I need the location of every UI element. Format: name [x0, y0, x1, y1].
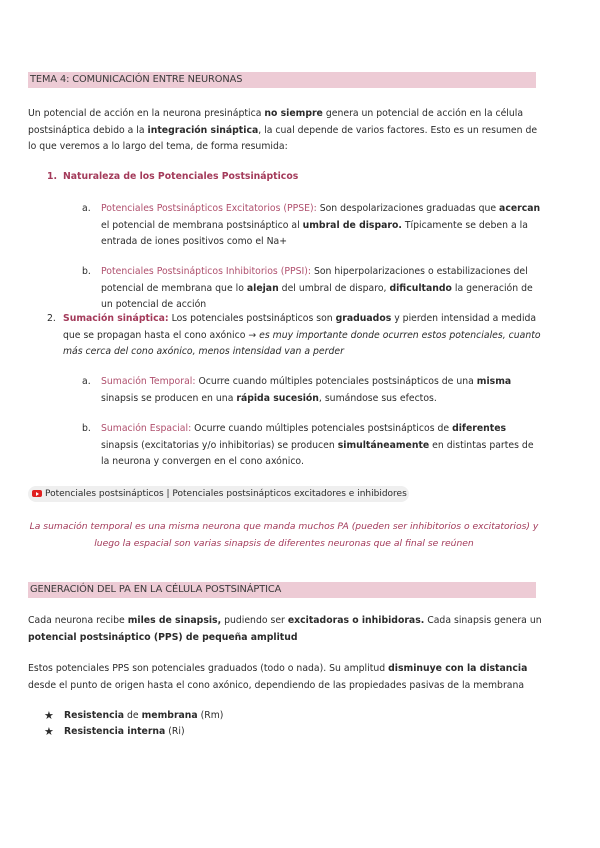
text: Cada neurona recibe — [28, 615, 128, 626]
ppse-paragraph — [101, 201, 541, 251]
bold-text: graduados — [335, 313, 392, 324]
list-marker-a: a. — [82, 203, 91, 214]
video-link-title: Potenciales postsinápticos | Potenciales postsinápticos excitadores e inhibidores — [45, 489, 407, 499]
text: y pierden intensidad a medida que se propagan hasta el cono axónico → — [63, 313, 537, 341]
text: genera un potencial de acción en la célula postsináptica debido a la — [28, 108, 524, 136]
text: la generación de un potencial de acción — [101, 282, 533, 310]
list-number-2: 2. — [47, 313, 56, 324]
bold-text: alejan — [246, 282, 279, 294]
bold-text: membrana — [141, 710, 198, 721]
bullet-resistencia-membrana — [64, 708, 223, 725]
text: Los potenciales postsinápticos son — [168, 313, 336, 324]
video-link-chip[interactable] — [28, 486, 409, 502]
ppsi-paragraph — [101, 264, 541, 314]
term-sumacion-temporal: Sumación Temporal: — [101, 376, 196, 387]
bold-text: integración sináptica — [147, 124, 259, 136]
bold-text: miles de sinapsis, — [127, 615, 222, 626]
text: Ocurre cuando múltiples potenciales postsinápticos de — [191, 423, 453, 434]
bold-text: dificultando — [389, 282, 452, 294]
bold-text: disminuye con la distancia — [388, 663, 528, 674]
list-marker-b: b. — [82, 266, 91, 277]
sumacion-temporal-paragraph — [101, 374, 541, 407]
bold-text: rápida sucesión — [236, 392, 319, 404]
bullet-resistencia-interna — [64, 724, 185, 741]
list-marker-b: b. — [82, 423, 91, 434]
term-ppse: Potenciales Postsinápticos Excitatorios (PPSE): — [101, 203, 317, 214]
term-sumacion: Sumación sináptica: — [63, 313, 169, 324]
bold-text: excitadoras o inhibidoras. — [287, 615, 425, 626]
text: el potencial de membrana postsináptico al — [101, 219, 303, 231]
text: sinapsis (excitatorias y/o inhibitorias) se producen — [101, 439, 338, 451]
term-ppsi: Potenciales Postsinápticos Inhibitorios (PPSI): — [101, 266, 311, 277]
text: , la cual depende de varios factores. Esto es un resumen de lo que veremos a lo largo del tema, de forma resumida: — [28, 124, 538, 152]
text: Un potencial de acción en la neurona presináptica — [28, 108, 265, 119]
bold-text: Resistencia interna — [64, 726, 166, 737]
text: Típicamente se deben a la entrada de iones positivos como el Na+ — [101, 219, 528, 247]
youtube-icon — [32, 490, 42, 497]
section-header-generacion-pa: GENERACIÓN DEL PA EN LA CÉLULA POSTSINÁPTICA — [28, 582, 536, 598]
bold-text: Resistencia — [64, 710, 125, 721]
text: sinapsis se producen en una — [101, 392, 237, 404]
text: Cada sinapsis genera un — [424, 615, 542, 626]
sumacion-paragraph — [63, 311, 541, 361]
bold-text: misma — [476, 376, 512, 387]
item1-title: Naturaleza de los Potenciales Postsinápticos — [63, 171, 299, 182]
text: desde el punto de origen hasta el cono axónico, dependiendo de las propiedades pasivas de la membrana — [28, 679, 525, 691]
star-icon: ★ — [44, 725, 54, 738]
text: Ocurre cuando múltiples potenciales postsinápticos de una — [195, 376, 477, 387]
text: de — [124, 710, 142, 721]
text: en distintas partes de la neurona y convergen en el cono axónico. — [101, 439, 534, 467]
italic-text: es muy importante donde ocurren estos potenciales, cuanto más cerca del cono axónico, menos intensidad van a perder — [63, 329, 541, 357]
text: , sumándose sus efectos. — [318, 392, 437, 404]
text: Estos potenciales PPS son potenciales graduados (todo o nada). Su amplitud — [28, 663, 389, 674]
text: pudiendo ser — [221, 615, 288, 626]
term-sumacion-espacial: Sumación Espacial: — [101, 423, 192, 434]
bold-text: diferentes — [452, 423, 507, 434]
pps-paragraph — [28, 661, 542, 694]
bold-text: no siempre — [264, 108, 323, 119]
bold-text: simultáneamente — [337, 439, 430, 451]
bold-text: acercan — [499, 203, 541, 214]
text: Son hiperpolarizaciones o estabilizaciones del potencial de membrana que lo — [101, 266, 528, 294]
list-number-1: 1. — [47, 171, 58, 182]
intro-paragraph — [28, 106, 542, 156]
list-marker-a: a. — [82, 376, 91, 387]
text: (Rm) — [197, 710, 224, 721]
sinapsis-paragraph — [28, 613, 542, 646]
text: Son despolarizaciones graduadas que — [316, 203, 500, 214]
summary-note: La sumación temporal es una misma neurona que manda muchos PA (pueden ser inhibitorios o excitatorios) y luego la espacial son varias sinapsis de diferentes neuronas que al final se reúnen — [29, 521, 539, 549]
text: (Ri) — [165, 726, 185, 737]
star-icon: ★ — [44, 709, 54, 722]
text: del umbral de disparo, — [278, 282, 390, 294]
bold-text: umbral de disparo. — [302, 219, 402, 231]
sumacion-espacial-paragraph — [101, 421, 541, 471]
section-header-tema4: TEMA 4: COMUNICACIÓN ENTRE NEURONAS — [28, 72, 536, 88]
bold-text: potencial postsináptico (PPS) de pequeña amplitud — [28, 631, 298, 643]
